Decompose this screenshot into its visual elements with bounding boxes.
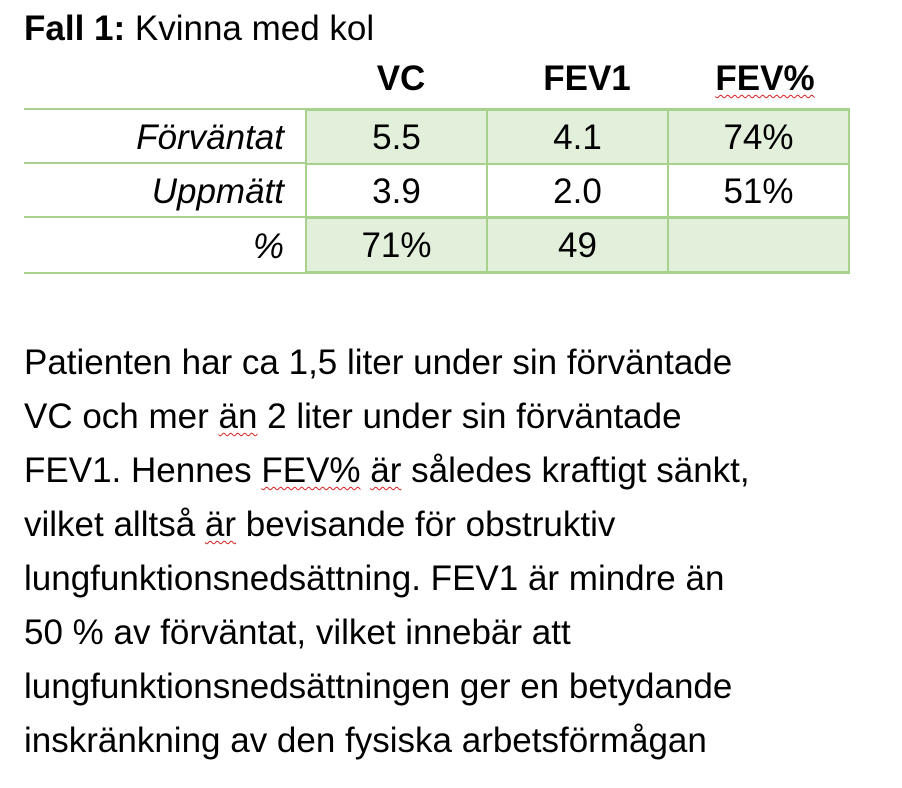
table-row-percent: [306, 218, 849, 272]
spellcheck-flagged-word: är: [370, 451, 402, 490]
paragraph-line: [24, 498, 884, 552]
spirometry-table: [305, 109, 850, 273]
case-description: [24, 336, 884, 768]
table-cell: 71%: [306, 218, 487, 272]
column-header-vc: VC: [376, 59, 426, 98]
paragraph-text: lungfunktionsnedsättningen ger en betydande: [24, 667, 733, 706]
row-label-percent: %: [252, 227, 284, 266]
paragraph-text: Patienten har ca 1,5 liter under sin förväntade: [24, 343, 733, 382]
table-cell: 51%: [668, 164, 849, 218]
table-cell: 4.1: [487, 110, 668, 164]
paragraph-line: [24, 660, 884, 714]
paragraph-text: FEV1. Hennes: [24, 451, 262, 490]
paragraph-text: lungfunktionsnedsättning. FEV1 är mindre än: [24, 559, 725, 598]
paragraph-line: [24, 606, 884, 660]
paragraph-text: VC och mer: [24, 397, 219, 436]
paragraph-line: [24, 336, 884, 390]
case-title-label: Fall 1:: [24, 9, 126, 48]
paragraph-text: 2 liter under sin förväntade: [257, 397, 682, 436]
paragraph-line: [24, 390, 884, 444]
paragraph-text: inskränkning av den fysiska arbetsförmågan: [24, 721, 707, 760]
paragraph-line: [24, 444, 884, 498]
case-title-text: Kvinna med kol: [125, 9, 375, 48]
paragraph-text: således kraftigt sänkt,: [401, 451, 750, 490]
paragraph-text: vilket alltså: [24, 505, 205, 544]
paragraph-text: bevisande för obstruktiv: [236, 505, 616, 544]
paragraph-line: [24, 714, 884, 768]
table-cell: [668, 218, 849, 272]
spellcheck-flagged-word: än: [218, 397, 258, 436]
table-cell: 5.5: [306, 110, 487, 164]
column-header-fev-percent-text: FEV%: [715, 59, 815, 98]
column-header-fev1: FEV1: [543, 59, 631, 98]
column-header-fev-percent: [680, 58, 850, 100]
paragraph-line: [24, 552, 884, 606]
table-cell: 74%: [668, 110, 849, 164]
paragraph-text: 50 % av förväntat, vilket innebär att: [24, 613, 571, 652]
row-label-uppmatt: Uppmätt: [151, 172, 284, 211]
table-cell: 2.0: [487, 164, 668, 218]
spellcheck-flagged-word: FEV%: [261, 451, 361, 490]
table-row-forvantat: [306, 110, 849, 164]
table-cell: 49: [487, 218, 668, 272]
row-label-forvantat: Förväntat: [136, 118, 284, 157]
table-cell: 3.9: [306, 164, 487, 218]
paragraph-text: [361, 451, 371, 490]
case-title: [24, 10, 374, 49]
table-row-uppmatt: [306, 164, 849, 218]
spellcheck-flagged-word: är: [204, 505, 237, 544]
